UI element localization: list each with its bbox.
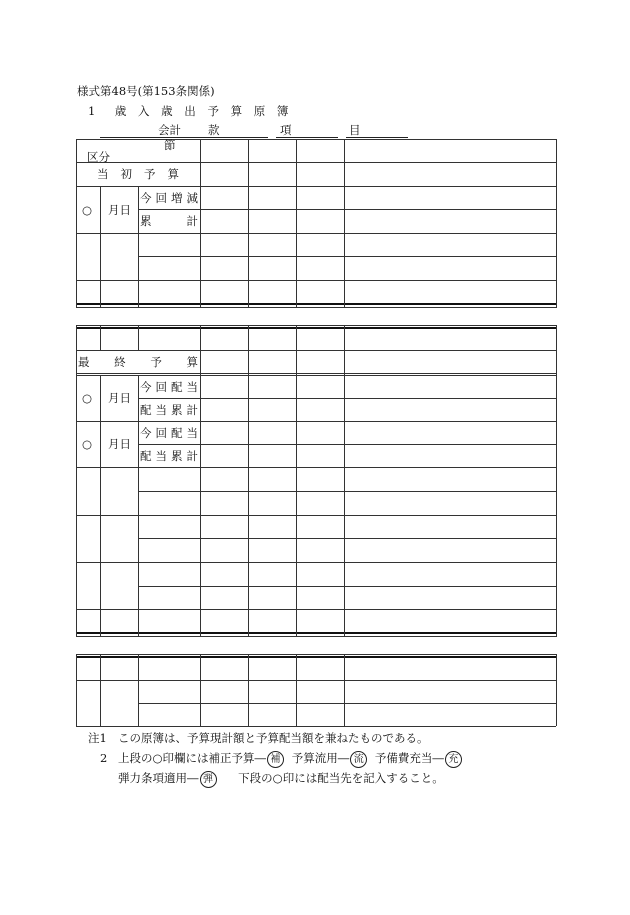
- note2-line1: 上段の○印欄には補正予算― 補 予算流用― 流 予備費充当― 充: [118, 750, 462, 768]
- circle-mark: ○: [82, 203, 93, 217]
- mark-ju: 充: [445, 751, 462, 768]
- konkai-zougen-label: 今 回 増 減: [140, 191, 198, 205]
- konkai-haitou-label: 今 回 配 当: [140, 380, 198, 394]
- ruikei-label: 累 計: [140, 214, 198, 228]
- moku-label: 目: [349, 123, 361, 137]
- saishu-yosan-label: 最 終 予 算: [78, 355, 198, 369]
- form-title: 様式第48号(第153条関係): [77, 84, 215, 98]
- note1-text: この原簿は、予算現計額と予算配当額を兼ねたものである。: [118, 731, 429, 745]
- moku-underline: [346, 137, 408, 138]
- mark-dan: 弾: [200, 771, 217, 788]
- tsukihi-label: 月日: [108, 203, 131, 217]
- setsu-label: 節: [164, 138, 176, 152]
- kubun-label: 区分: [87, 150, 110, 164]
- mark-ho: 補: [267, 751, 284, 768]
- note2-label: 2: [100, 751, 108, 765]
- kou-underline: [276, 137, 338, 138]
- circle-mark: ○: [82, 391, 93, 405]
- tousho-yosan-label: 当 初 予 算: [97, 167, 179, 181]
- tsukihi-label: 月日: [108, 437, 131, 451]
- kou-label: 項: [280, 123, 292, 137]
- haitou-ruikei-label: 配 当 累 計: [140, 403, 198, 417]
- haitou-ruikei-label: 配 当 累 計: [140, 449, 198, 463]
- kan-label: 款: [208, 123, 220, 137]
- note1-label: 注1: [88, 731, 107, 745]
- mark-ryu: 流: [350, 751, 367, 768]
- note2-line2: 弾力条項適用― 弾 下段の○印には配当先を記入すること。: [118, 770, 444, 788]
- konkai-haitou-label: 今 回 配 当: [140, 426, 198, 440]
- kaikei-label: 会計: [158, 123, 181, 137]
- circle-mark: ○: [82, 437, 93, 451]
- tsukihi-label: 月日: [108, 391, 131, 405]
- kaikei-kan-underline: [100, 137, 268, 138]
- section-title: 1 歳 入 歳 出 予 算 原 簿: [88, 104, 293, 118]
